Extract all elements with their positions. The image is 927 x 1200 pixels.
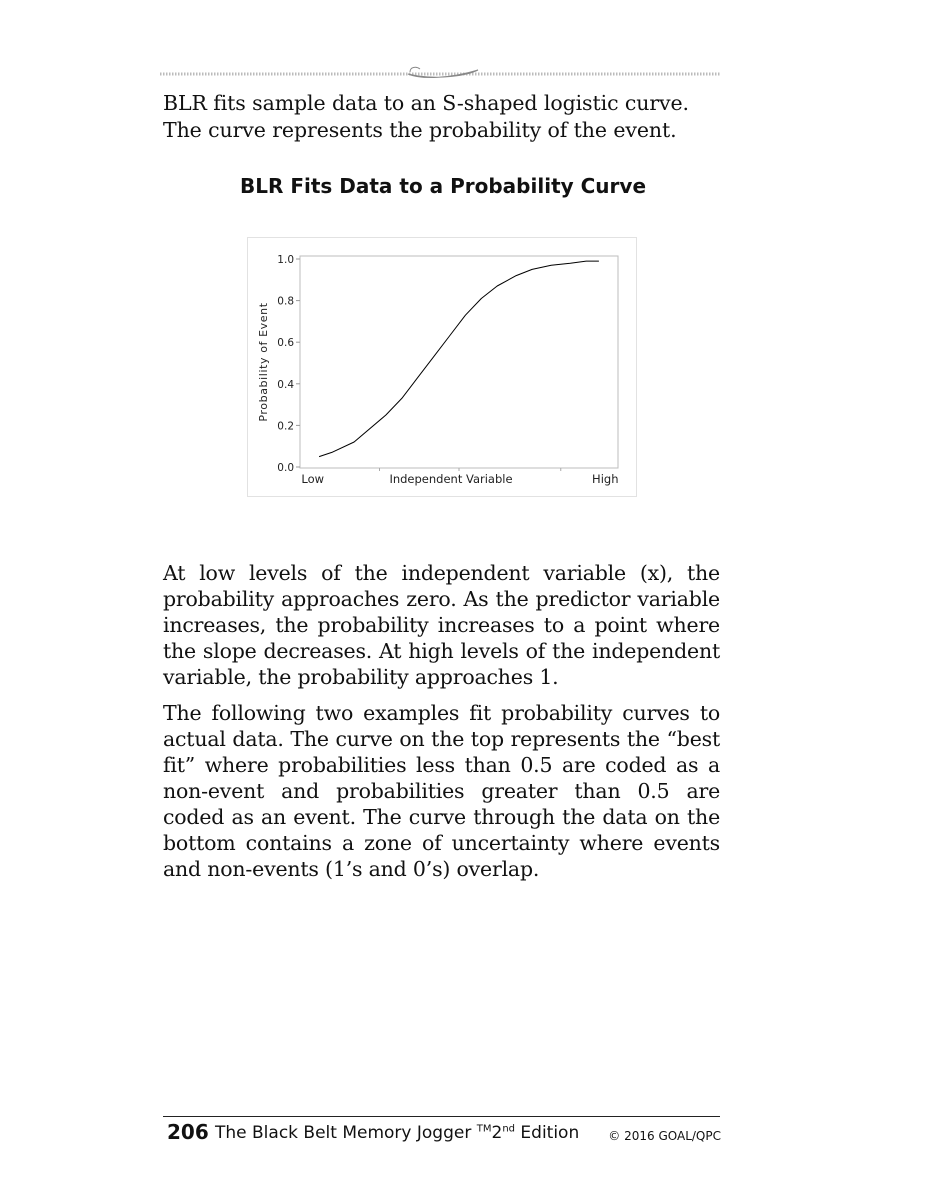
chart-title: BLR Fits Data to a Probability Curve xyxy=(239,174,647,198)
x-axis-label: Independent Variable xyxy=(389,472,513,486)
page-number: 206 xyxy=(167,1120,209,1144)
page-footer xyxy=(163,1120,723,1148)
y-tick-label: 0.6 xyxy=(277,337,294,350)
probability-curve-chart xyxy=(247,237,637,497)
edition-suffix: nd xyxy=(502,1123,515,1135)
intro-paragraph xyxy=(163,90,723,144)
edition-number: 2 xyxy=(491,1123,503,1143)
edition-label: Edition xyxy=(520,1123,580,1143)
y-tick-label: 0.0 xyxy=(277,462,294,474)
y-tick-label: 0.2 xyxy=(277,420,294,433)
trademark-mark: TM xyxy=(476,1123,492,1135)
body-paragraph-2: The following two examples fit probability curves to actual data. The curve on the top represents the “best fit” where probabilities less than 0.5 are coded as a non-event and probabilities greater than 0.5 are coded as an event. The curve through the data on the bottom contains a zone of uncertainty where events and non-events (1’s and 0’s) overlap. xyxy=(163,701,720,881)
header-ornament-rule xyxy=(160,62,720,82)
y-tick-label: 0.4 xyxy=(277,378,294,391)
body-text xyxy=(163,560,720,892)
footer-rule xyxy=(163,1116,720,1117)
x-tick-label-high: High xyxy=(592,472,619,486)
y-axis-label: Probability of Event xyxy=(257,302,270,422)
intro-text: BLR fits sample data to an S-shaped logistic curve. The curve represents the probability of the event. xyxy=(163,91,689,142)
book-title: The Black Belt Memory Jogger xyxy=(215,1123,472,1143)
chart-frame xyxy=(248,238,637,497)
chart-svg xyxy=(247,237,637,497)
body-paragraph-1: At low levels of the independent variable (x), the probability approaches zero. As the predictor variable increases, the probability increases to a point where the slope decreases. At high levels of the independent variable, the probability approaches 1. xyxy=(163,561,720,689)
y-tick-label: 1.0 xyxy=(277,254,294,266)
book-title-line xyxy=(215,1123,579,1143)
copyright-notice: © 2016 GOAL/QPC xyxy=(608,1129,721,1143)
y-tick-label: 0.8 xyxy=(277,295,294,308)
x-tick-label-low: Low xyxy=(301,472,325,486)
